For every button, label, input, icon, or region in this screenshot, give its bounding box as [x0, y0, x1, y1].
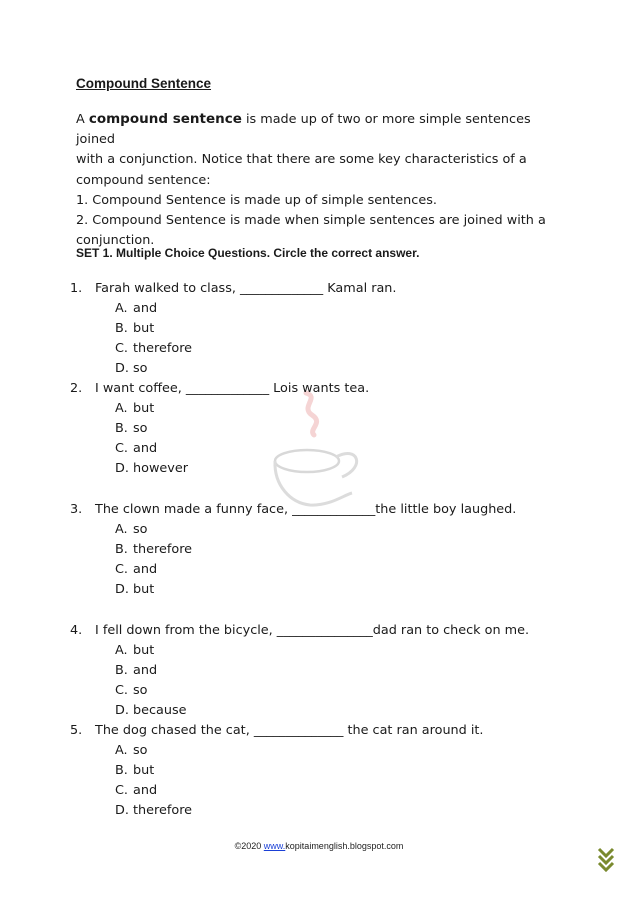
footer-site: kopitaimenglish.blogspot.com [285, 841, 404, 851]
question-text: I want coffee, _____________ Lois wants tea. [95, 381, 370, 396]
question-number: 5. [70, 723, 83, 738]
option-text: so [133, 743, 148, 758]
question-text: I fell down from the bicycle, _______________dad ran to check on me. [95, 623, 530, 638]
double-chevron-down-icon [596, 846, 616, 872]
footer [0, 841, 638, 851]
option-letter: A. [115, 301, 128, 316]
intro-point-2-line-1: 2. Compound Sentence is made when simple sentences are joined with a [76, 213, 546, 229]
question-2 [70, 379, 369, 399]
option-letter: A. [115, 643, 128, 658]
option-5b[interactable] [115, 761, 154, 781]
question-text: The dog chased the cat, ______________ the cat ran around it. [95, 723, 484, 738]
option-letter: D. [115, 582, 129, 597]
option-text: and [133, 663, 158, 678]
option-4d[interactable] [115, 701, 187, 721]
option-letter: A. [115, 743, 128, 758]
option-4b[interactable] [115, 661, 157, 681]
set-title: SET 1. Multiple Choice Questions. Circle the correct answer. [76, 246, 420, 260]
question-number: 3. [70, 502, 83, 517]
option-text: but [133, 582, 155, 597]
option-3a[interactable] [115, 520, 148, 540]
option-letter: A. [115, 401, 128, 416]
option-1b[interactable] [115, 319, 154, 339]
option-5a[interactable] [115, 741, 148, 761]
option-1d[interactable] [115, 359, 148, 379]
option-4a[interactable] [115, 641, 154, 661]
option-5c[interactable] [115, 781, 157, 801]
intro-line-3: compound sentence: [76, 172, 211, 188]
option-text: however [133, 461, 188, 476]
option-text: so [133, 522, 148, 537]
intro-prefix: A [76, 112, 89, 127]
option-letter: C. [115, 341, 129, 356]
option-3d[interactable] [115, 580, 154, 600]
coffee-cup-watermark-icon [262, 385, 372, 515]
option-3c[interactable] [115, 560, 157, 580]
option-text: but [133, 321, 155, 336]
option-1a[interactable] [115, 299, 157, 319]
option-text: so [133, 683, 148, 698]
option-letter: C. [115, 441, 129, 456]
question-5 [70, 721, 484, 741]
option-5d[interactable] [115, 801, 192, 821]
page-heading: Compound Sentence [76, 76, 212, 91]
option-4c[interactable] [115, 681, 148, 701]
question-number: 4. [70, 623, 83, 638]
intro-term: compound sentence [88, 111, 242, 127]
question-1 [70, 279, 396, 299]
intro-point-2-line-2: conjunction. [76, 233, 155, 249]
question-4 [70, 621, 529, 641]
question-number: 1. [70, 281, 83, 296]
option-letter: A. [115, 522, 128, 537]
option-letter: B. [115, 763, 128, 778]
option-text: and [133, 441, 158, 456]
option-letter: C. [115, 783, 129, 798]
option-letter: D. [115, 361, 129, 376]
option-1c[interactable] [115, 339, 192, 359]
option-letter: B. [115, 663, 128, 678]
question-number: 2. [70, 381, 83, 396]
option-text: therefore [133, 341, 193, 356]
option-text: and [133, 783, 158, 798]
option-letter: B. [115, 421, 128, 436]
option-text: and [133, 562, 158, 577]
intro-point-1: 1. Compound Sentence is made up of simple sentences. [76, 192, 437, 208]
option-letter: B. [115, 321, 128, 336]
intro-line1-rest: is made up of two or more simple sentences joined [76, 112, 531, 148]
option-2a[interactable] [115, 399, 154, 419]
option-text: so [133, 421, 148, 436]
option-text: therefore [133, 803, 193, 818]
question-3 [70, 500, 516, 520]
option-3b[interactable] [115, 540, 192, 560]
option-text: because [133, 703, 187, 718]
footer-link[interactable]: www. [263, 841, 286, 851]
option-letter: D. [115, 461, 129, 476]
intro-line-2: with a conjunction. Notice that there are some key characteristics of a [76, 152, 527, 168]
question-text: The clown made a funny face, _____________the little boy laughed. [95, 502, 517, 517]
option-letter: D. [115, 803, 129, 818]
option-letter: D. [115, 703, 129, 718]
footer-copyright: ©2020 [234, 841, 264, 851]
question-text: Farah walked to class, _____________ Kamal ran. [95, 281, 397, 296]
option-text: so [133, 361, 148, 376]
option-2d[interactable] [115, 459, 188, 479]
option-text: but [133, 763, 155, 778]
intro-line-1 [76, 109, 566, 150]
option-text: therefore [133, 542, 193, 557]
option-2b[interactable] [115, 419, 148, 439]
option-2c[interactable] [115, 439, 157, 459]
option-text: but [133, 401, 155, 416]
option-text: but [133, 643, 155, 658]
option-letter: B. [115, 542, 128, 557]
option-letter: C. [115, 562, 129, 577]
intro-paragraph [76, 109, 566, 251]
option-letter: C. [115, 683, 129, 698]
option-text: and [133, 301, 158, 316]
